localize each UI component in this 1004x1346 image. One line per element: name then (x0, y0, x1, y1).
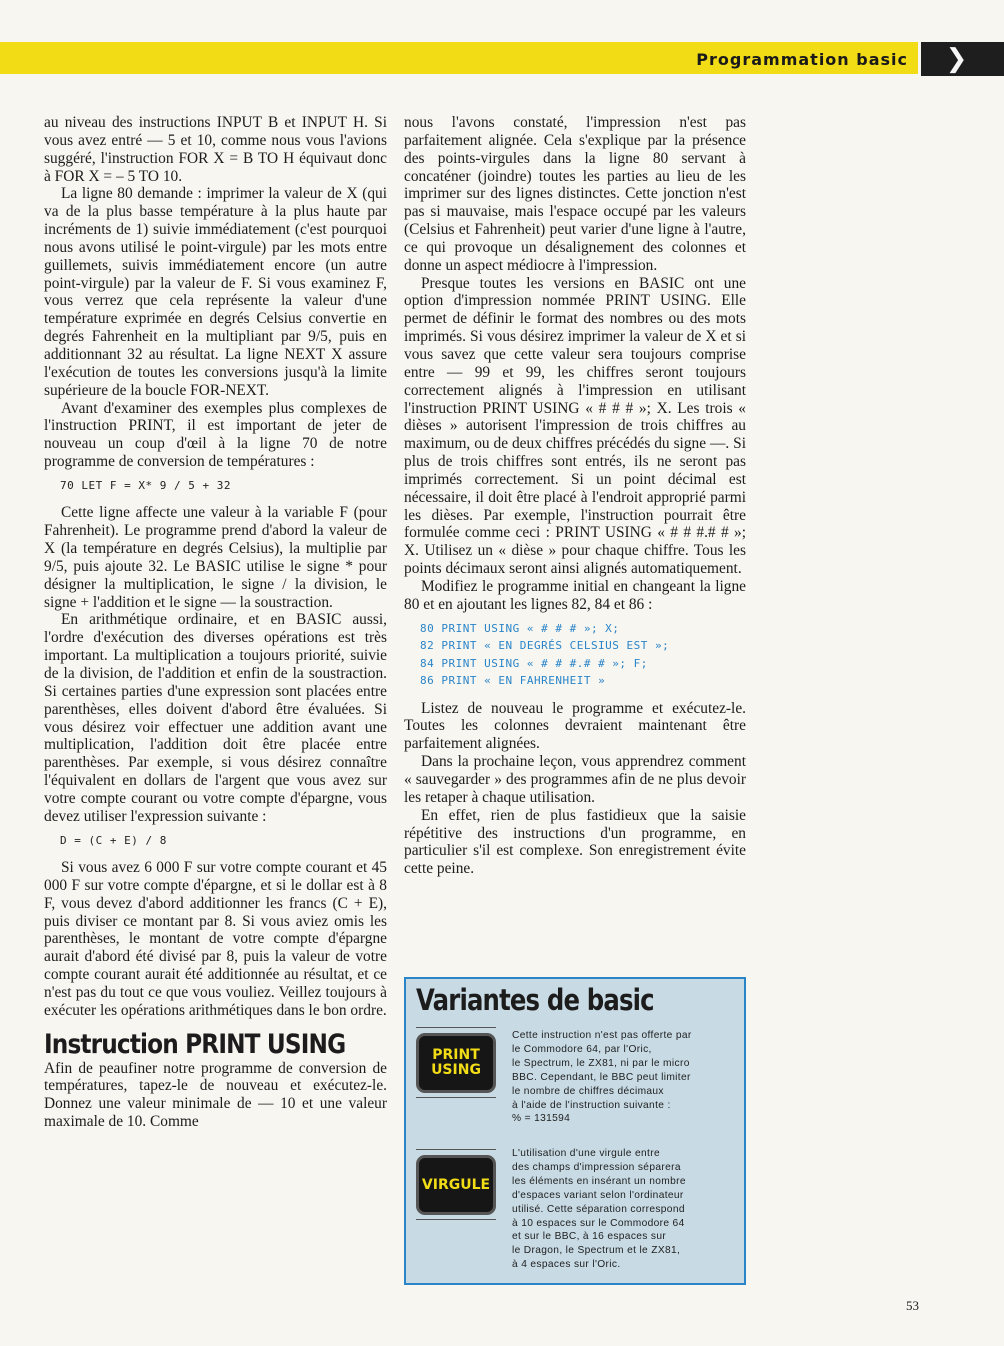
paragraph: Cette ligne affecte une valeur à la variable F (pour Fahrenheit). Le programme prend d'abord la valeur de X (la température en degrés Celsius), la multiplie par 9/5, puis ajoute 32. Le BASIC utilise le signe * pour désigner la multiplication, le signe / la division, le signe + l'addition et le signe — la soustraction. (44, 504, 387, 611)
sidebar-text: Cette instruction n'est pas offerte par le Commodore 64, par l'Oric, le Spectrum, le ZX81, ni par le micro BBC. Cependant, le BBC peut limiter le nombre de chiffres décimaux à l'aide de l'instruction suivante : % = 131594 (512, 1030, 692, 1125)
right-column (404, 114, 746, 878)
paragraph: nous l'avons constaté, l'impression n'est pas parfaitement alignée. Cela s'explique par la présence des points-virgules dans la ligne 80 servant à concaténer (joindre) toutes les parties au lieu de les imprimer sur des lignes distinctes. Cette jonction n'est pas si mauvaise, mais l'espace occupé par les valeurs (Celsius et Fahrenheit) peut varier d'une ligne à l'autre, ce qui provoque un désalignement des colonnes et donne un aspect médiocre à l'impression. (404, 114, 746, 274)
code-block (420, 620, 746, 690)
paragraph: Dans la prochaine leçon, vous apprendrez comment « sauvegarder » des programmes afin de ne plus devoir les retaper à chaque utilisation. (404, 753, 746, 806)
section-title: Programmation basic (696, 50, 908, 69)
section-heading: Instruction PRINT USING (44, 1028, 346, 1060)
paragraph: Listez de nouveau le programme et exécutez-le. Toutes les colonnes devraient maintenant être parfaitement alignées. (404, 699, 746, 753)
key-virgule: VIRGULE (416, 1155, 496, 1215)
key-print-using: PRINT USING (416, 1033, 496, 1093)
key-divider (416, 1149, 496, 1150)
paragraph: Avant d'examiner des exemples plus complexes de l'instruction PRINT, il est important de jeter de nouveau un coup d'œil à la ligne 70 de notre programme de conversion de températures : (44, 399, 387, 471)
paragraph: La ligne 80 demande : imprimer la valeur de X (qui va de la plus basse température à la plus haute par incréments de 1) suivie immédiatement (c'est pourquoi nous avons utilisé le point-virgule) par les mots entre guillemets, suivis immédiatement encore (un autre point-virgule) par la valeur de F. Si vous examinez F, vous verrez que cela représente la valeur d'une température exprimée en degrés Celsius convertie en degrés Fahrenheit en la multipliant par 9/5, puis en additionnant 32 au résultat. La ligne NEXT X assure l'exécution de toutes les conversions jusqu'à la limite supérieure de la boucle FOR-NEXT. (44, 185, 387, 399)
paragraph: Modifiez le programme initial en changeant la ligne 80 et en ajoutant les lignes 82, 84 et 86 : (404, 577, 746, 613)
sidebar-box (404, 977, 746, 1285)
page-number: 53 (906, 1298, 919, 1313)
code-line: 80 PRINT USING « # # # »; X; (420, 621, 620, 635)
key-divider (416, 1027, 496, 1028)
sidebar-text: L'utilisation d'une virgule entre des champs d'impression séparera les éléments en insérant un nombre d'espaces variant selon l'ordinateur utilisé. Cette séparation correspond à 10 espaces sur le Commodore 64 et sur le BBC, à 16 espaces sur le Dragon, le Spectrum et le ZX81, à 4 espaces sur l'Oric. (512, 1148, 686, 1271)
paragraph: Presque toutes les versions en BASIC ont une option d'impression nommée PRINT USING. Elle permet de définir le format des nombres ou des mots imprimés. Si vous désirez imprimer la valeur de X et si vous savez que cette valeur sera toujours comprise entre — 99 et 99, les chiffres seront toujours correctement alignés à l'impression en utilisant l'instruction PRINT USING « # # # »; X. Les trois « dièses » autorisent l'impression de trois chiffres au maximum, ou de deux chiffres précédés du signe —. Si plus de trois chiffres sont entrés, ils ne seront pas imprimés correctement. Si un point décimal est nécessaire, il doit être placé à l'endroit approprié parmi les dièses. Par exemple, l'instruction pourrait être formulée comme ceci : PRINT USING « # # #.# # »; X. Utilisez un « dièse » pour chaque chiffre. Tous les points décimaux seront ainsi alignés automatiquement. (404, 274, 746, 578)
paragraph: Si vous avez 6 000 F sur votre compte courant et 45 000 F sur votre compte d'épargne, et si le dollar est à 8 F, vous devez d'abord additionner les francs (C + E), puis diviser ce montant par 8. Si vous aviez omis les parenthèses, le montant de votre compte d'épargne aurait d'abord été divisé par 8, puis la valeur de votre compte courant aurait été additionnée au résultat, et ce n'est pas du tout ce que vous vouliez. Veillez toujours à exécuter les opérations arithmétiques dans le bon ordre. (44, 859, 387, 1019)
key-divider (416, 1097, 496, 1098)
code-line: 70 LET F = X* 9 / 5 + 32 (60, 478, 231, 492)
paragraph: En effet, rien de plus fastidieux que la saisie répétitive des instructions d'un programme, en particulier s'il est complexe. Son enregistrement évite cette peine. (404, 806, 746, 878)
key-divider (416, 1219, 496, 1220)
left-column (44, 114, 387, 1131)
code-line: 82 PRINT « EN DEGRÉS CELSIUS EST »; (420, 639, 670, 653)
paragraph: Afin de peaufiner notre programme de conversion de températures, tapez-le de nouveau et exécutez-le. Donnez une valeur minimale de — 10 et une valeur maximale de 10. Comme (44, 1059, 387, 1131)
code-line: 84 PRINT USING « # # #.# # »; F; (420, 656, 648, 670)
sidebar-title: Variantes de basic (416, 983, 654, 1017)
code-line: 86 PRINT « EN FAHRENHEIT » (420, 674, 606, 688)
next-page-chevron-icon[interactable]: ❯ (921, 42, 1004, 76)
paragraph: En arithmétique ordinaire, et en BASIC aussi, l'ordre d'exécution des diverses opérations est très important. La multiplication a toujours priorité, suivie de la division, de l'addition et enfin de la soustraction. Si certaines parties d'une expression sont placées entre parenthèses, elles doivent d'abord être évaluées. Si vous désirez voir effectuer une addition avant une multiplication, l'addition doit être placée entre parenthèses. Par exemple, si vous désirez connaître l'équivalent en dollars de l'argent que vous avez sur votre compte courant ou votre compte d'épargne, vous devez utiliser l'expression suivante : (44, 611, 387, 825)
code-line: D = (C + E) / 8 (60, 833, 167, 847)
paragraph: au niveau des instructions INPUT B et INPUT H. Si vous avez entré — 5 et 10, comme nous vous l'avions suggéré, l'instruction FOR X = B TO H équivaut donc à FOR X = – 5 TO 10. (44, 114, 387, 185)
